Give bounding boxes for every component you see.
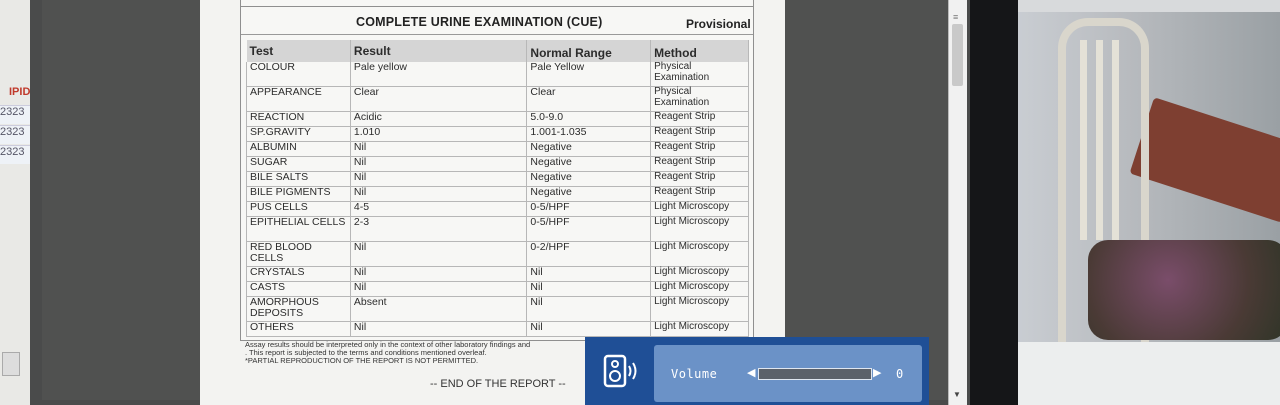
cell-method: Light Microscopy xyxy=(651,322,749,337)
footnote-line: . This report is subjected to the terms and conditions mentioned overleaf. xyxy=(245,348,487,357)
row-value: 2323 xyxy=(0,126,25,138)
footnote-line: Assay results should be interpreted only in the context of other laboratory findings and xyxy=(245,340,531,349)
volume-osd xyxy=(585,337,929,405)
table-row xyxy=(247,322,749,337)
monitor-bezel xyxy=(970,0,1018,405)
cell-test: AMORPHOUS DEPOSITS xyxy=(247,297,351,322)
cell-range: Negative xyxy=(527,187,651,202)
cell-result: Pale yellow xyxy=(350,62,527,87)
volume-slider[interactable] xyxy=(758,368,872,380)
cell-test: APPEARANCE xyxy=(247,87,351,112)
scroll-thumb[interactable] xyxy=(952,24,963,86)
volume-decrease-icon[interactable]: ◀ xyxy=(747,367,756,379)
table-row xyxy=(247,202,749,217)
cell-result: Nil xyxy=(350,322,527,337)
cell-method: Reagent Strip xyxy=(651,112,749,127)
results-table xyxy=(246,40,749,337)
cell-range: 1.001-1.035 xyxy=(527,127,651,142)
cell-test: OTHERS xyxy=(247,322,351,337)
row-value: 2323 xyxy=(0,106,25,118)
frame-top-border xyxy=(241,0,753,7)
volume-label: Volume xyxy=(671,367,718,381)
cell-test: ALBUMIN xyxy=(247,142,351,157)
cell-test: PUS CELLS xyxy=(247,202,351,217)
cell-result: Clear xyxy=(350,87,527,112)
cell-range: 0-2/HPF xyxy=(527,242,651,267)
cell-range: 5.0-9.0 xyxy=(527,112,651,127)
cell-test: BILE PIGMENTS xyxy=(247,187,351,202)
speaker-icon xyxy=(602,353,642,389)
cell-method: Light Microscopy xyxy=(651,267,749,282)
table-row xyxy=(247,187,749,202)
scroll-grip-icon: ≡ xyxy=(953,12,959,22)
row-value: 2323 xyxy=(0,146,25,158)
cell-result: Nil xyxy=(350,282,527,297)
cell-method: Reagent Strip xyxy=(651,187,749,202)
chair-slat xyxy=(1112,40,1119,240)
cell-method: Physical Examination xyxy=(651,62,749,87)
cell-range: Nil xyxy=(527,322,651,337)
cell-range: Nil xyxy=(527,297,651,322)
volume-panel xyxy=(654,345,922,402)
end-of-report: -- END OF THE REPORT -- xyxy=(430,378,566,390)
vertical-scrollbar[interactable] xyxy=(948,0,967,405)
table-row xyxy=(247,267,749,282)
table-row xyxy=(247,62,749,87)
room-background xyxy=(1018,0,1280,405)
cell-method: Light Microscopy xyxy=(651,282,749,297)
desk-surface xyxy=(1018,342,1280,405)
cell-range: Pale Yellow xyxy=(527,62,651,87)
cell-result: 2-3 xyxy=(350,217,527,242)
cell-result: Nil xyxy=(350,242,527,267)
table-row xyxy=(247,142,749,157)
ipid-label: IPID xyxy=(9,86,31,98)
cell-result: Nil xyxy=(350,267,527,282)
cell-method: Light Microscopy xyxy=(651,242,749,267)
brown-object xyxy=(1130,97,1280,223)
cell-method: Reagent Strip xyxy=(651,142,749,157)
cell-method: Physical Examination xyxy=(651,87,749,112)
table-row xyxy=(247,297,749,322)
cell-test: RED BLOOD CELLS xyxy=(247,242,351,267)
cloth xyxy=(1088,240,1280,340)
cell-test: BILE SALTS xyxy=(247,172,351,187)
column-header-result: Result xyxy=(350,40,527,62)
cell-range: Nil xyxy=(527,267,651,282)
footnote-line: *PARTIAL REPRODUCTION OF THE REPORT IS NOT PERMITTED. xyxy=(245,356,479,365)
cell-range: Clear xyxy=(527,87,651,112)
cell-range: 0-5/HPF xyxy=(527,217,651,242)
list-item[interactable] xyxy=(0,145,30,164)
cell-test: REACTION xyxy=(247,112,351,127)
cell-result: 1.010 xyxy=(350,127,527,142)
cell-test: CRYSTALS xyxy=(247,267,351,282)
chair-slat xyxy=(1096,40,1103,240)
cell-range: Negative xyxy=(527,142,651,157)
table-row xyxy=(247,87,749,112)
cell-result: Nil xyxy=(350,172,527,187)
cell-range: Negative xyxy=(527,157,651,172)
cell-result: Nil xyxy=(350,142,527,157)
list-item[interactable] xyxy=(0,105,30,124)
cell-method: Light Microscopy xyxy=(651,297,749,322)
cell-test: SUGAR xyxy=(247,157,351,172)
volume-value: 0 xyxy=(896,367,904,381)
cell-method: Reagent Strip xyxy=(651,157,749,172)
table-row xyxy=(247,112,749,127)
report-footnote xyxy=(245,341,625,365)
column-header-method: Method xyxy=(651,40,749,62)
cell-result: 4-5 xyxy=(350,202,527,217)
cell-test: CASTS xyxy=(247,282,351,297)
cell-result: Acidic xyxy=(350,112,527,127)
wall xyxy=(1018,0,1280,12)
column-header-range: Normal Range xyxy=(527,40,651,62)
cell-range: Nil xyxy=(527,282,651,297)
table-row xyxy=(247,172,749,187)
cell-method: Reagent Strip xyxy=(651,172,749,187)
divider xyxy=(241,34,753,35)
table-row xyxy=(247,242,749,267)
cell-method: Light Microscopy xyxy=(651,202,749,217)
background-app-window xyxy=(0,0,30,405)
table-row xyxy=(247,157,749,172)
cell-range: 0-5/HPF xyxy=(527,202,651,217)
report-title: COMPLETE URINE EXAMINATION (CUE) xyxy=(356,15,603,29)
cell-range: Negative xyxy=(527,172,651,187)
cell-result: Absent xyxy=(350,297,527,322)
table-row xyxy=(247,217,749,242)
cell-method: Reagent Strip xyxy=(651,127,749,142)
cell-result: Nil xyxy=(350,157,527,172)
report-status: Provisional xyxy=(686,17,751,31)
cell-test: EPITHELIAL CELLS xyxy=(247,217,351,242)
table-header-row xyxy=(247,40,749,62)
table-row xyxy=(247,127,749,142)
volume-increase-icon[interactable]: ▶ xyxy=(873,367,882,379)
table-row xyxy=(247,282,749,297)
cell-test: SP.GRAVITY xyxy=(247,127,351,142)
cell-method: Light Microscopy xyxy=(651,217,749,242)
cell-test: COLOUR xyxy=(247,62,351,87)
cell-result: Nil xyxy=(350,187,527,202)
chair-slat xyxy=(1080,40,1087,240)
report-frame xyxy=(240,0,754,341)
scroll-down-arrow-icon[interactable]: ▼ xyxy=(953,390,961,399)
scroll-button[interactable] xyxy=(2,352,20,376)
list-item[interactable] xyxy=(0,125,30,144)
column-header-test: Test xyxy=(247,40,351,62)
